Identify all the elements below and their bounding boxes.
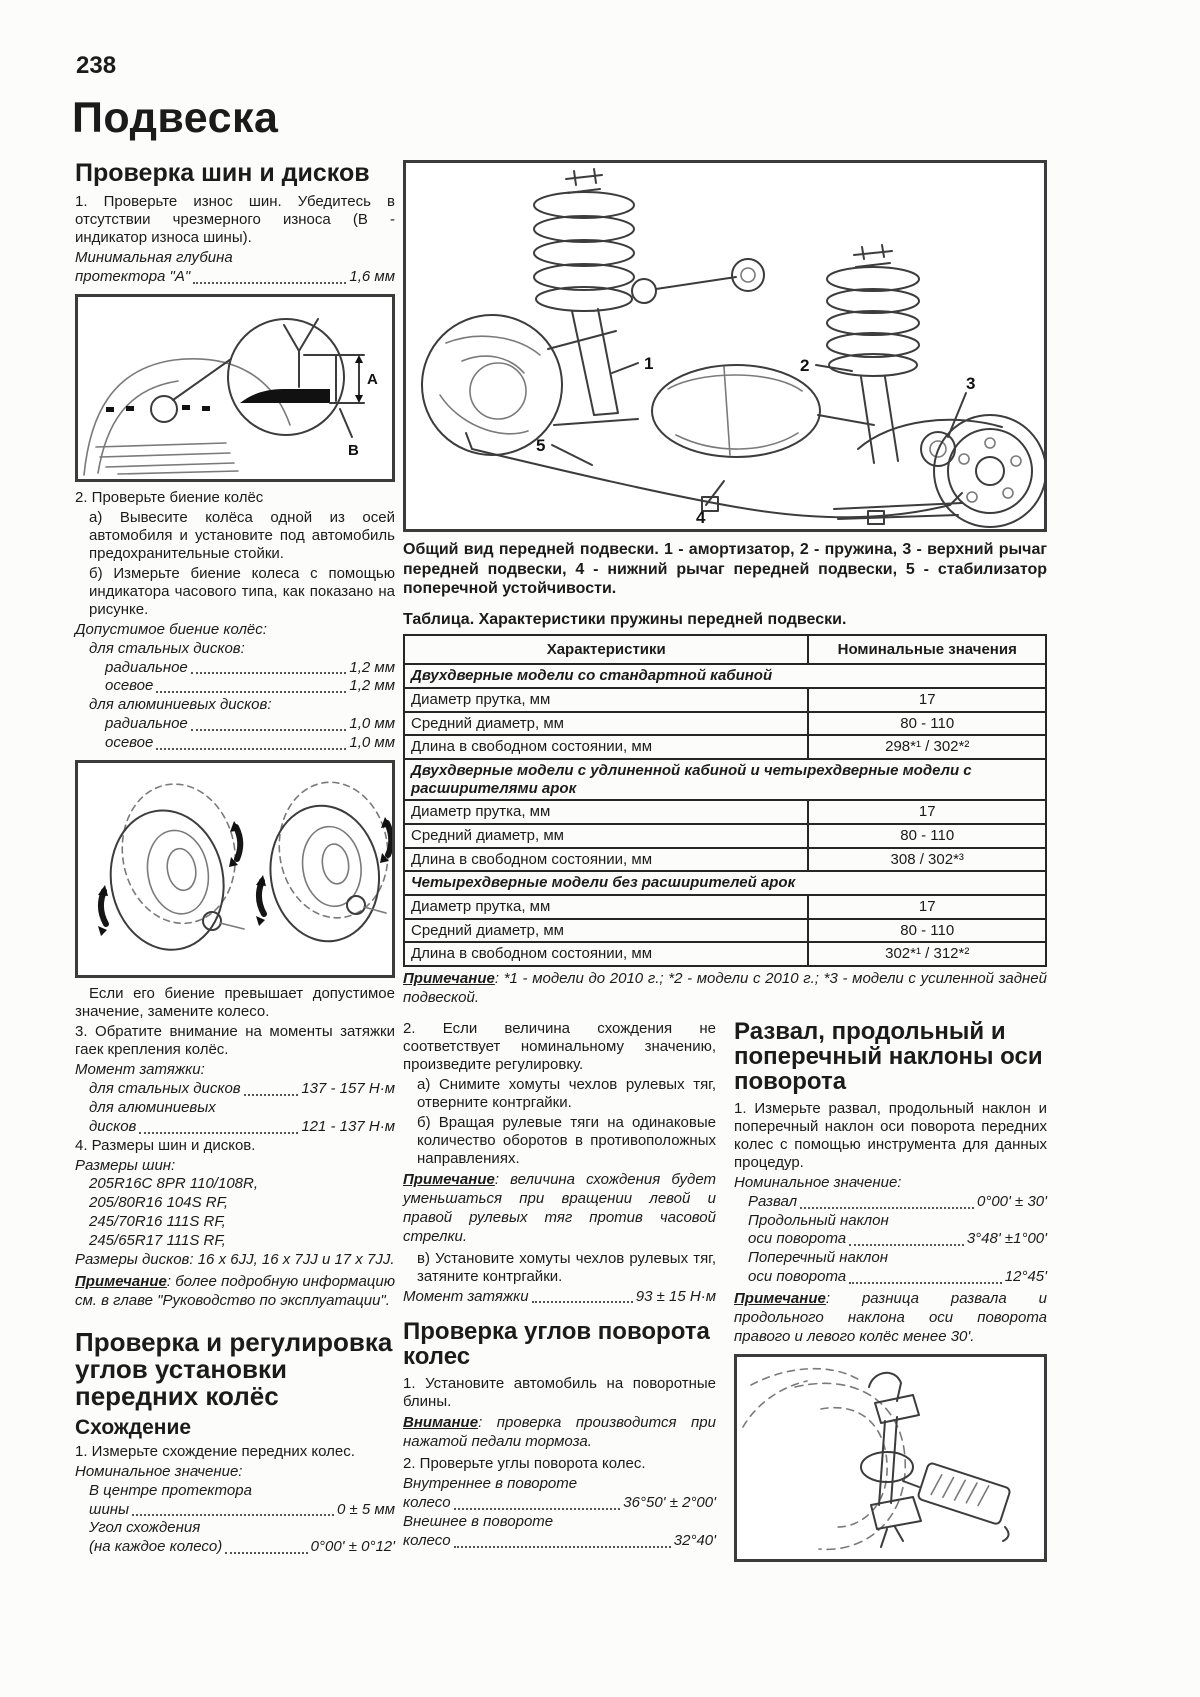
paragraph: б) Измерьте биение колеса с помощью индикатора часового типа, как показано на рисунке. (89, 564, 395, 618)
spec-value: 137 - 157 Н·м (301, 1079, 395, 1097)
table-header-row (404, 635, 1046, 665)
spec-kingpin (734, 1268, 1047, 1287)
spec-toe-center (75, 1501, 395, 1520)
spec-outer-wheel (403, 1532, 716, 1551)
wheel-runout-illustration (78, 763, 392, 975)
spec-torque-alu-line1: для алюминиевых (89, 1098, 216, 1116)
spec-label: шины (89, 1500, 130, 1518)
spec-torque-tie-rod (403, 1288, 716, 1307)
spring-spec-table (403, 634, 1047, 968)
warning-text: : проверка производится при нажатой педали тормоза. (403, 1414, 716, 1451)
spec-toe-center-line1: В центре протектора (89, 1481, 252, 1499)
table-row (404, 895, 1046, 919)
paragraph: 2. Проверьте биение колёс (75, 488, 264, 506)
figure-front-suspension (403, 160, 1047, 532)
spec-runout-steel-axial (75, 677, 395, 696)
table-row (404, 942, 1046, 966)
note-label: Примечание (75, 1272, 167, 1290)
note-toe-adjust (403, 1171, 716, 1247)
spec-torque-steel (75, 1080, 395, 1099)
note-label: Примечание (734, 1290, 826, 1308)
table-section-row (404, 664, 1046, 688)
spec-value: 0 ± 5 мм (337, 1500, 395, 1518)
spec-camber-nominal: Номинальное значение: (734, 1173, 902, 1191)
table-cell-value: 17 (808, 800, 1046, 824)
spec-value: 1,2 мм (349, 677, 395, 695)
camber-column (734, 1017, 1047, 1569)
spec-runout-steel-radial (75, 659, 395, 678)
spec-value: 12°45' (1004, 1268, 1047, 1286)
spec-disk-sizes: Размеры дисков: 16 x 6JJ, 16 x 7JJ и 17 x 7JJ. (75, 1251, 395, 1269)
camber-gauge-illustration (737, 1357, 1044, 1559)
note-label: Примечание (403, 1170, 495, 1188)
table-section-label: Двухдверные модели с удлиненной кабиной и четырехдверные модели с расширителями арок (404, 759, 1046, 800)
tread-wear-illustration (78, 297, 392, 479)
figure-caption: Общий вид передней подвески. 1 - амортизатор, 2 - пружина, 3 - верхний рычаг передней подвески, 4 - нижний рычаг передней подвески, 5 - стабилизатор поперечной устойчивости. (403, 541, 1047, 598)
spec-label: Момент затяжки (403, 1287, 529, 1305)
note-label: Примечание (403, 970, 495, 988)
figure-label-4: 4 (696, 508, 706, 527)
spec-label: радиальное (105, 658, 188, 676)
section-heading-tires: Проверка шин и дисков (75, 159, 370, 187)
spec-tire-sizes-title: Размеры шин: (75, 1156, 176, 1174)
spec-caster-line1: Продольный наклон (748, 1211, 889, 1229)
dotted-leader (193, 282, 346, 284)
dotted-leader (454, 1508, 621, 1510)
spec-label: оси поворота (748, 1230, 847, 1248)
table-cell-label: Длина в свободном состоянии, мм (404, 735, 808, 759)
section-heading-alignment: Проверка и регулировка углов установки передних колёс (75, 1326, 393, 1411)
right-region (403, 160, 1047, 1569)
table-row (404, 919, 1046, 943)
table-section-row (404, 759, 1046, 800)
spec-label: радиальное (105, 715, 188, 733)
table-cell-value: 298*¹ / 302*² (808, 735, 1046, 759)
note-text: : разница развала и продольного наклона оси поворота правого и левого колёс менее 30'. (734, 1290, 1047, 1345)
page-title: Подвеска (72, 94, 279, 142)
tire-size-item: 245/65R17 111S RF, (89, 1232, 226, 1250)
spec-torque-alu (75, 1118, 395, 1137)
table-row (404, 848, 1046, 872)
spec-label: осевое (105, 677, 154, 695)
dotted-leader (191, 729, 347, 731)
paragraph: 2. Проверьте углы поворота колес. (403, 1455, 646, 1473)
table-cell-label: Диаметр прутка, мм (404, 895, 808, 919)
spec-toe-nominal: Номинальное значение: (75, 1462, 243, 1480)
paragraph: в) Установите хомуты чехлов рулевых тяг, затяните контргайки. (417, 1249, 716, 1285)
table-note (403, 970, 1047, 1008)
table-cell-label: Средний диаметр, мм (404, 919, 808, 943)
table-cell-value: 308 / 302*³ (808, 848, 1046, 872)
note-text: : *1 - модели до 2010 г.; *2 - модели с 2010 г.; *3 - модели с усиленной задней подвеской. (403, 970, 1047, 1007)
table-row (404, 688, 1046, 712)
spec-label: осевое (105, 734, 154, 752)
section-heading-turn-angles: Проверка углов поворота колес (403, 1318, 710, 1371)
spec-value: 0°00' ± 0°12' (310, 1538, 395, 1556)
table-cell-label: Длина в свободном состоянии, мм (404, 848, 808, 872)
table-cell-value: 80 - 110 (808, 712, 1046, 736)
paragraph: а) Вывесите колёса одной из осей автомобиля и установите под автомобиль предохранительные стойки. (89, 508, 395, 562)
table-cell-label: Средний диаметр, мм (404, 824, 808, 848)
table-cell-value: 17 (808, 895, 1046, 919)
paragraph: 1. Измерьте развал, продольный наклон и поперечный наклон оси поворота передних колес с помощью инструмента для данных процедур. (734, 1099, 1047, 1171)
paragraph: 2. Если величина схождения не соответствует номинальному значению, произведите регулировку. (403, 1019, 716, 1073)
note-operation-manual (75, 1273, 395, 1311)
spec-inner-wheel-line1: Внутреннее в повороте (403, 1475, 578, 1493)
spec-value: 0°00' ± 30' (976, 1192, 1047, 1210)
dotted-leader (156, 691, 346, 693)
dotted-leader (132, 1514, 334, 1516)
note-text: : более подробную информацию см. в главе "Руководство по эксплуатации". (75, 1272, 395, 1309)
spec-inner-wheel (403, 1494, 716, 1513)
paragraph: 1. Проверьте износ шин. Убедитесь в отсутствии чрезмерного износа (В - индикатор износа шины). (75, 193, 395, 246)
dotted-leader (156, 748, 346, 750)
paragraph: б) Вращая рулевые тяги на одинаковые количество оборотов в противоположных направлениях. (417, 1113, 716, 1167)
middle-column (403, 1020, 716, 1569)
figure-label-3: 3 (966, 374, 976, 393)
spec-runout-steel: для стальных дисков: (89, 639, 245, 657)
spec-caster (734, 1230, 1047, 1249)
paragraph: 3. Обратите внимание на моменты затяжки гаек крепления колёс. (75, 1023, 395, 1059)
table-section-label: Четырехдверные модели без расширителей арок (404, 871, 1046, 895)
spec-label: колесо (403, 1531, 451, 1549)
spec-toe-angle (75, 1538, 395, 1557)
dimension-label-b: B (348, 441, 359, 459)
dotted-leader (849, 1282, 1002, 1284)
figure-label-1: 1 (644, 354, 654, 373)
spec-value: 1,0 мм (349, 715, 395, 733)
table-cell-label: Диаметр прутка, мм (404, 688, 808, 712)
figure-camber-gauge (734, 1354, 1047, 1562)
spec-label: оси поворота (748, 1268, 847, 1286)
warning-note (403, 1414, 716, 1452)
spec-value: 121 - 137 Н·м (301, 1117, 395, 1135)
spec-camber (734, 1193, 1047, 1212)
figure-label-5: 5 (536, 436, 546, 455)
table-cell-value: 80 - 110 (808, 824, 1046, 848)
dotted-leader (191, 672, 347, 674)
spec-value: 93 ± 15 Н·м (635, 1287, 716, 1305)
warning-label: Внимание (403, 1414, 479, 1432)
table-cell-label: Длина в свободном состоянии, мм (404, 942, 808, 966)
dotted-leader (849, 1244, 964, 1246)
dotted-leader (225, 1552, 307, 1554)
dotted-leader (800, 1207, 974, 1209)
spec-toe-angle-line1: Угол схождения (89, 1519, 201, 1537)
front-suspension-illustration (406, 163, 1044, 529)
table-cell-label: Средний диаметр, мм (404, 712, 808, 736)
figure-tread-wear (75, 294, 395, 482)
note-camber-difference (734, 1290, 1047, 1347)
spec-value: 1,0 мм (349, 734, 395, 752)
spec-runout-alu: для алюминиевых дисков: (89, 696, 272, 714)
spec-label: для стальных дисков (89, 1079, 241, 1097)
table-cell-value: 17 (808, 688, 1046, 712)
spec-value: 1,2 мм (349, 658, 395, 676)
subsection-heading-toe: Схождение (75, 1415, 192, 1439)
spec-tread-line1: Минимальная глубина (75, 249, 233, 266)
paragraph: 4. Размеры шин и дисков. (75, 1136, 256, 1154)
table-cell-value: 80 - 110 (808, 919, 1046, 943)
section-heading-camber: Развал, продольный и поперечный наклоны оси поворота (734, 1017, 1043, 1095)
figure-wheel-runout (75, 760, 395, 978)
table-row (404, 824, 1046, 848)
page-number: 238 (76, 52, 117, 79)
paragraph: 1. Измерьте схождение передних колес. (75, 1442, 355, 1460)
paragraph: Если его биение превышает допустимое значение, замените колесо. (75, 985, 395, 1021)
tire-size-item: 245/70R16 111S RF, (89, 1213, 226, 1231)
bottom-columns (403, 1017, 1047, 1569)
dimension-label-a: A (367, 370, 378, 388)
dotted-leader (454, 1546, 671, 1548)
tire-size-item: 205R16C 8PR 110/108R, (89, 1175, 258, 1193)
spec-torque-title: Момент затяжки: (75, 1061, 205, 1079)
spec-value: 1,6 мм (349, 267, 395, 285)
spec-runout-alu-axial (75, 734, 395, 753)
spec-runout-alu-radial (75, 715, 395, 734)
table-section-label: Двухдверные модели со стандартной кабиной (404, 664, 1046, 688)
spec-label: протектора "А" (75, 267, 191, 285)
spec-label: Развал (748, 1192, 798, 1210)
spec-label: колесо (403, 1493, 451, 1511)
spec-kingpin-line1: Поперечный наклон (748, 1249, 888, 1267)
dotted-leader (532, 1301, 633, 1303)
table-row (404, 712, 1046, 736)
spec-outer-wheel-line1: Внешнее в повороте (403, 1512, 554, 1530)
dotted-leader (244, 1094, 299, 1096)
table-section-row (404, 871, 1046, 895)
dotted-leader (139, 1132, 298, 1134)
table-row (404, 800, 1046, 824)
spec-value: 36°50' ± 2°00' (623, 1493, 716, 1511)
paragraph: а) Снимите хомуты чехлов рулевых тяг, отверните контргайки. (417, 1075, 716, 1111)
figure-label-2: 2 (800, 356, 810, 375)
spec-value: 3°48' ±1°00' (966, 1230, 1047, 1248)
paragraph: 1. Установите автомобиль на поворотные блины. (403, 1375, 716, 1411)
note-text: : величина схождения будет уменьшаться при вращении левой и правой рулевых тяг против часовой стрелки. (403, 1170, 716, 1245)
table-row (404, 735, 1046, 759)
spec-tread (75, 268, 395, 287)
table-title: Таблица. Характеристики пружины передней подвески. (403, 610, 847, 628)
table-header-characteristics: Характеристики (404, 635, 808, 665)
table-header-values: Номинальные значения (808, 635, 1046, 665)
spec-label: (на каждое колесо) (89, 1538, 223, 1556)
table-cell-label: Диаметр прутка, мм (404, 800, 808, 824)
spec-runout-title: Допустимое биение колёс: (75, 620, 267, 638)
table-cell-value: 302*¹ / 312*² (808, 942, 1046, 966)
tire-size-item: 205/80R16 104S RF, (89, 1194, 228, 1212)
spec-value: 32°40' (673, 1531, 716, 1549)
spec-label: дисков (89, 1117, 137, 1135)
left-column (75, 160, 395, 1557)
